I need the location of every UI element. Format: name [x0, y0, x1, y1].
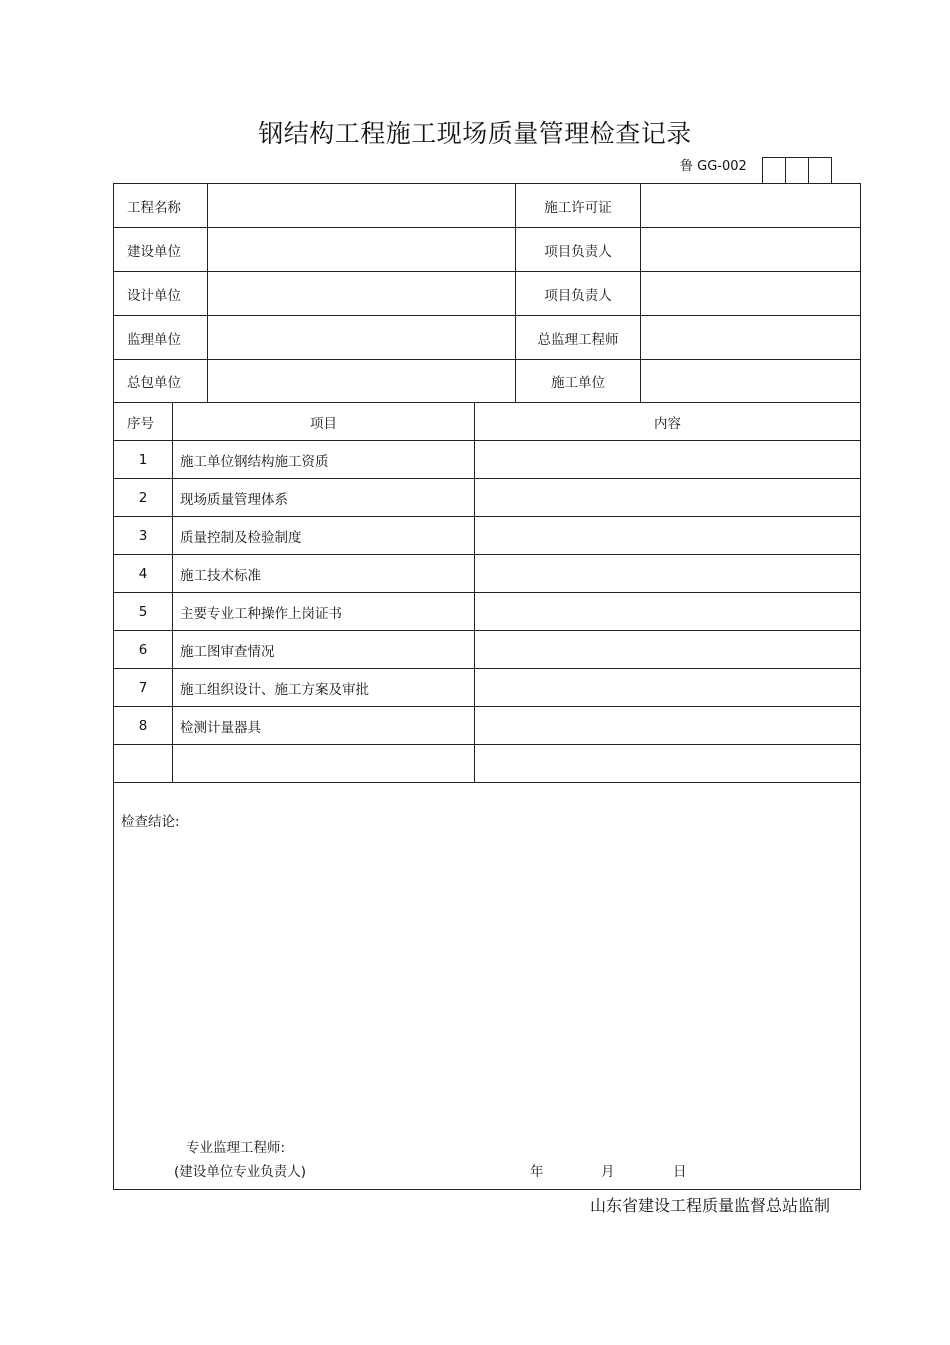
row-seq: 4	[114, 555, 173, 593]
date-month-label: 月	[601, 1164, 615, 1180]
row-content[interactable]	[475, 555, 860, 593]
row-item	[173, 745, 475, 783]
info-value-designer[interactable]	[208, 272, 516, 316]
header-content: 内容	[475, 403, 860, 441]
row-seq: 7	[114, 669, 173, 707]
info-value-general-contractor[interactable]	[208, 360, 516, 403]
row-content[interactable]	[475, 745, 860, 783]
issuer-footer: 山东省建设工程质量监督总站监制	[590, 1196, 831, 1215]
row-item: 检测计量器具	[173, 707, 475, 745]
form-number-box[interactable]	[763, 158, 786, 184]
owner-representative-label: (建设单位专业负责人)	[174, 1164, 307, 1180]
row-item: 质量控制及检验制度	[173, 517, 475, 555]
row-item: 现场质量管理体系	[173, 479, 475, 517]
row-content[interactable]	[475, 479, 860, 517]
form-title: 钢结构工程施工现场质量管理检查记录	[258, 119, 692, 148]
row-item: 施工技术标准	[173, 555, 475, 593]
supervising-engineer-label: 专业监理工程师:	[186, 1140, 286, 1156]
header-seq: 序号	[114, 403, 173, 441]
row-content[interactable]	[475, 669, 860, 707]
row-seq: 2	[114, 479, 173, 517]
info-value-permit[interactable]	[641, 184, 860, 228]
row-content[interactable]	[475, 593, 860, 631]
form-number-box[interactable]	[786, 158, 809, 184]
info-value-supervisor[interactable]	[208, 316, 516, 360]
row-item: 施工单位钢结构施工资质	[173, 441, 475, 479]
row-content[interactable]	[475, 517, 860, 555]
info-label-designer: 设计单位	[114, 272, 208, 316]
info-label-owner-manager: 项目负责人	[516, 228, 641, 272]
row-seq: 3	[114, 517, 173, 555]
row-content[interactable]	[475, 707, 860, 745]
info-label-supervisor: 监理单位	[114, 316, 208, 360]
row-seq: 5	[114, 593, 173, 631]
row-seq	[114, 745, 173, 783]
info-value-owner[interactable]	[208, 228, 516, 272]
row-seq: 1	[114, 441, 173, 479]
info-value-chief-supervisor[interactable]	[641, 316, 860, 360]
info-label-contractor: 施工单位	[516, 360, 641, 403]
info-label-chief-supervisor: 总监理工程师	[516, 316, 641, 360]
info-label-designer-manager: 项目负责人	[516, 272, 641, 316]
info-value-contractor[interactable]	[641, 360, 860, 403]
row-content[interactable]	[475, 631, 860, 669]
info-value-designer-manager[interactable]	[641, 272, 860, 316]
info-value-owner-manager[interactable]	[641, 228, 860, 272]
info-label-general-contractor: 总包单位	[114, 360, 208, 403]
info-label-project-name: 工程名称	[114, 184, 208, 228]
inspection-form	[113, 183, 861, 1190]
header-item: 项目	[173, 403, 475, 441]
row-item: 主要专业工种操作上岗证书	[173, 593, 475, 631]
info-value-project-name[interactable]	[208, 184, 516, 228]
date-day-label: 日	[673, 1164, 687, 1180]
form-code: 鲁 GG-002	[680, 159, 747, 174]
form-number-boxes	[762, 157, 832, 184]
row-item: 施工图审查情况	[173, 631, 475, 669]
row-item: 施工组织设计、施工方案及审批	[173, 669, 475, 707]
row-seq: 6	[114, 631, 173, 669]
date-year-label: 年	[530, 1164, 544, 1180]
row-seq: 8	[114, 707, 173, 745]
conclusion-label: 检查结论:	[121, 814, 180, 830]
form-number-box[interactable]	[809, 158, 831, 184]
row-content[interactable]	[475, 441, 860, 479]
info-label-permit: 施工许可证	[516, 184, 641, 228]
info-label-owner: 建设单位	[114, 228, 208, 272]
